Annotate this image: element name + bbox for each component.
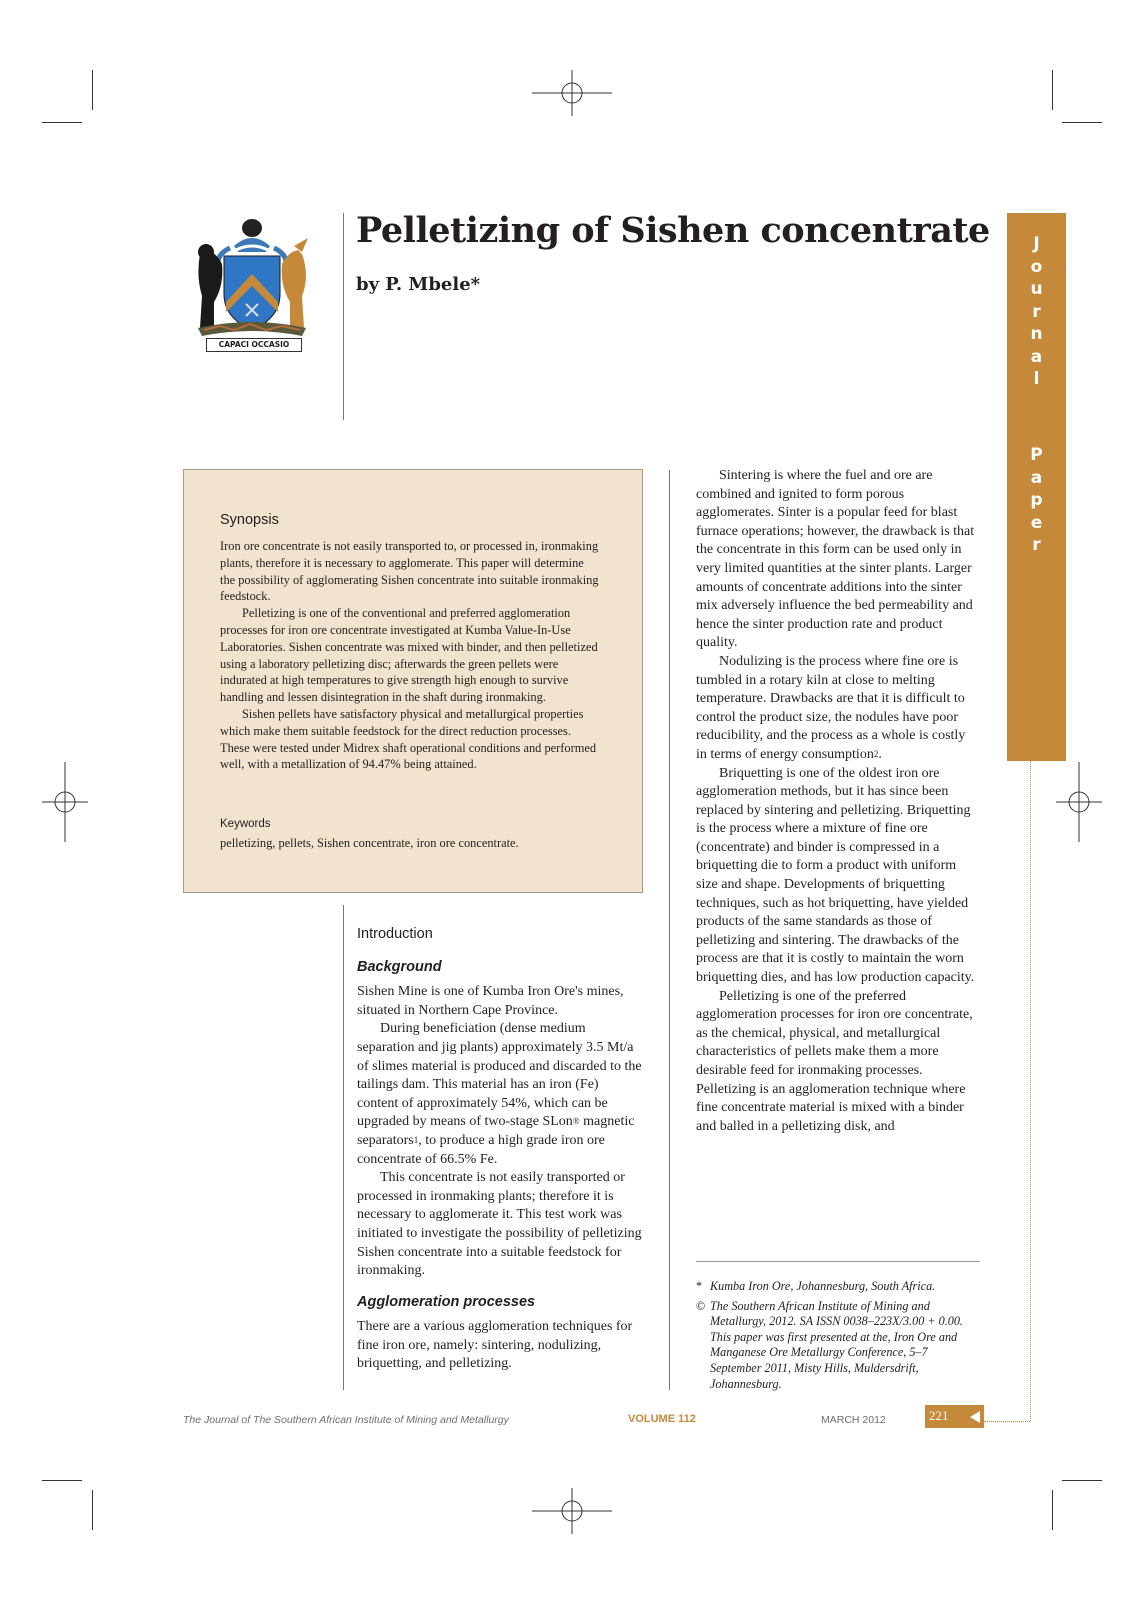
tab-letter: n xyxy=(1030,324,1043,344)
registration-mark-left xyxy=(42,762,88,842)
body-paragraph: Nodulizing is the process where fine ore is tumbled in a rotary kiln at close to melting temperature. Drawbacks are that it is difficult to control the product size, the nodules have poor reducibility, and the process as a whole is costly in terms of energy consumption$^2$. xyxy=(696,653,966,762)
keywords-list: pelletizing, pellets, Sishen concentrate, iron ore concentrate. xyxy=(220,836,519,850)
footer-journal-name: The Journal of The Southern African Institute of Mining and Metallurgy xyxy=(183,1414,509,1426)
tab-letter: J xyxy=(1033,234,1040,254)
registration-mark-right xyxy=(1056,762,1102,842)
body-paragraph: Sintering is where the fuel and ore are combined and ignited to form porous agglomerates. Sinter is a popular feed for blast furnace operations; however, the drawback is that the concentrate in this form can be used only in very limited quantities at the sinter plants. Larger amounts of concentrate additions into the sinter mix adversely influence the bed permeability and hence the sinter production rate and product quality. xyxy=(696,468,975,651)
registration-mark-bottom xyxy=(532,1488,612,1534)
institute-logo xyxy=(190,216,315,356)
article-byline: by P. Mbele* xyxy=(356,274,481,295)
synopsis-heading: Synopsis xyxy=(220,512,279,528)
footnote-rule xyxy=(696,1261,980,1262)
tab-letter: u xyxy=(1030,279,1043,299)
column-divider-left xyxy=(343,905,344,1390)
tab-letter: r xyxy=(1032,535,1041,555)
tab-letter: a xyxy=(1030,346,1043,367)
synopsis-paragraph: Iron ore concentrate is not easily transported to, or processed in, ironmaking plants, therefore it is necessary to agglomerate. This paper will determine the possibility of agglomerating Sishen concentrate into suitable ironmaking feedstock. xyxy=(220,539,599,604)
registered-mark: ® xyxy=(572,1116,580,1127)
tab-dotted-line xyxy=(1030,761,1031,1421)
page-number-box xyxy=(925,1405,984,1428)
title-divider xyxy=(343,213,344,420)
logo-motto: CAPACI OCCASIO xyxy=(206,338,302,352)
synopsis-paragraph: Pelletizing is one of the conventional and preferred agglomeration processes for iron ore concentrate investigated at Kumba Value-In-Use Laboratories. Sishen concentrate was mixed with binder, and then pelletized using a laboratory pelletizing disc; afterwards the green pellets were indurated at high temperatures to give strength high enough to survive handling and lessen disintegration in the shaft during ironmaking. xyxy=(220,606,598,705)
subsection-heading-background: Background xyxy=(357,958,442,975)
tab-letter: r xyxy=(1032,301,1041,322)
footnotes xyxy=(696,1279,980,1392)
column-1 xyxy=(357,925,643,1374)
footnote-copyright: © The Southern African Institute of Mining and Metallurgy, 2012. SA ISSN 0038–223X/3.00 + 0.00. This paper was first presented at the, Iron Ore and Manganese Ore Metallurgy Conference, 5–7 September 2011, Misty Hills, Muldersdrift, Johannesburg. xyxy=(696,1298,963,1391)
footer-volume: VOLUME 112 xyxy=(628,1413,696,1425)
tab-letter: a xyxy=(1030,467,1043,488)
tab-word-paper xyxy=(1007,444,1066,557)
body-paragraph: This concentrate is not easily transported or processed in ironmaking plants; therefore it is necessary to agglomerate it. This test work was initiated to investigate the possibility of pelletizing Sishen concentrate into a suitable feedstock for ironmaking. xyxy=(357,1170,642,1279)
article-title: Pelletizing of Sishen concentrate xyxy=(356,210,990,251)
tab-letter: o xyxy=(1030,256,1043,277)
synopsis-paragraph: Sishen pellets have satisfactory physical and metallurgical properties which make them suitable feedstock for the direct reduction processes. These were tested under Midrex shaft operational conditions and performed well, with a metallization of 94.47% being attained. xyxy=(220,706,597,772)
tab-letter: e xyxy=(1030,512,1043,533)
tab-word-journal xyxy=(1007,233,1066,391)
footer-dotted-line xyxy=(984,1421,1030,1422)
page-arrow-icon xyxy=(970,1411,980,1423)
subsection-heading-agglomeration: Agglomeration processes xyxy=(357,1293,536,1310)
tab-letter: p xyxy=(1030,490,1043,510)
footer-date: MARCH 2012 xyxy=(821,1414,886,1426)
body-paragraph: Briquetting is one of the oldest iron ore agglomeration methods, but it has since been replaced by sintering and pelletizing. Briquetting is the process where a mixture of fine ore (concentrate) and binder is compressed in a briquetting die to form a product with uniform size and shape. Developments of briquetting techniques, such as hot briquetting, have yielded products of the same standards as those of pelletizing and sintering. The drawbacks of the process are that it is costly to maintain the worn briquetting dies, and has low production capacity. xyxy=(696,765,975,986)
synopsis-text xyxy=(220,538,600,773)
synopsis-box xyxy=(183,469,643,893)
journal-paper-tab xyxy=(1007,213,1066,761)
column-divider-middle xyxy=(669,470,670,1390)
registration-mark-top xyxy=(532,70,612,116)
body-paragraph: There are a various agglomeration techniques for fine iron ore, namely: sintering, nodulizing, briquetting, and pelletizing. xyxy=(357,1319,633,1372)
reference-1: 1 xyxy=(413,1134,419,1145)
reference-2: 2 xyxy=(873,748,879,759)
keywords-heading: Keywords xyxy=(220,818,271,830)
body-paragraph: During beneficiation (dense medium separation and jig plants) approximately 3.5 Mt/a of slimes material is produced and discarded to the tailings dam. This material has an iron (Fe) content of approximately 54%, which can be upgraded by means of two-stage SLon® magnetic separators$^1$, to produce a high grade iron ore concentrate of 66.5% Fe. xyxy=(357,1021,642,1167)
tab-letter: l xyxy=(1033,369,1040,389)
body-paragraph: Sishen Mine is one of Kumba Iron Ore's mines, situated in Northern Cape Province. xyxy=(357,984,624,1018)
tab-letter: P xyxy=(1030,445,1043,465)
column-2 xyxy=(696,467,979,1136)
body-paragraph: Pelletizing is one of the preferred agglomeration processes for iron ore concentrate, as the chemical, physical, and metallurgical characteristics of pellets make them a more desirable feed for ironmaking processes. Pelletizing is an agglomeration technique where fine concentrate material is mixed with a binder and balled in a pelletizing disk, and xyxy=(696,988,973,1134)
footnote-affiliation: * Kumba Iron Ore, Johannesburg, South Africa. xyxy=(696,1279,936,1293)
page-number: 221 xyxy=(929,1408,949,1423)
section-heading-introduction: Introduction xyxy=(357,926,433,942)
